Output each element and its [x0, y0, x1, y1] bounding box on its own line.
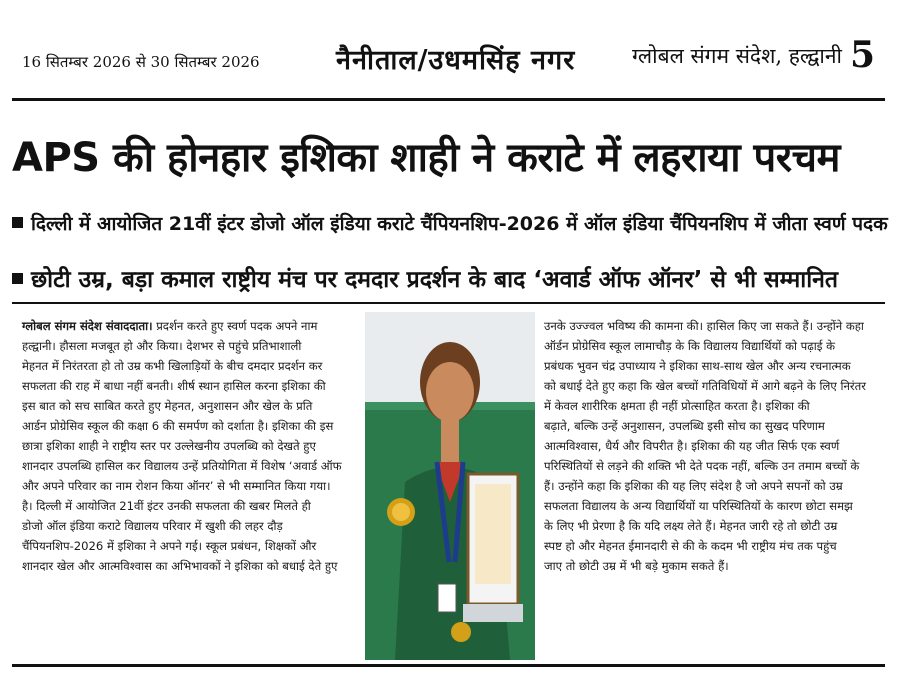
left-line: डोजो ऑल इंडिया कराटे विद्यालय परिवार में खुशी की लहर दौड़ [22, 519, 283, 533]
right-line: में केवल शारीरिक क्षमता ही नहीं प्रोत्साहित करता है। इशिका की [544, 399, 810, 413]
left-line: है। दिल्ली में आयोजित 21वीं इंटर उनकी सफलता की खबर मिलते ही [22, 499, 311, 513]
bullet-square-icon [12, 217, 23, 228]
subheading-1 [12, 210, 888, 236]
left-line: हल्द्वानी। हौसला मजबूत हो और किया। देशभर से पहुंचे प्रतिभाशाली [22, 339, 302, 353]
left-line: इस बात को सच साबित करते हुए मेहनत, अनुशासन और खेल के प्रति [22, 399, 313, 413]
right-line: को बधाई देते हुए कहा कि खेल बच्चों गतिविधियों में आगे बढ़ने के लिए निरंतर [544, 379, 866, 393]
header-rule [12, 98, 885, 101]
right-line: सफलता विद्यालय के अन्य विद्यार्थियों या परिस्थितियों के कारण छोटा समझ [544, 499, 853, 513]
edition-title: नैनीताल/उधमसिंह नगर [336, 45, 576, 76]
subheading-2-text: छोटी उम्र, बड़ा कमाल राष्ट्रीय मंच पर दमदार प्रदर्शन के बाद ‘अवार्ड ऑफ ऑनर’ से भी सम्मानित [31, 267, 839, 293]
right-line: परिस्थितियों से लड़ने की शक्ति भी देते पदक नहीं, बल्कि उन तमाम बच्चों के [544, 459, 860, 473]
left-line: मेहनत में निरंतरता हो तो उम्र कभी खिलाड़ियों के बीच दमदार प्रदर्शन कर [22, 359, 323, 373]
bullet-square-icon [12, 273, 23, 284]
left-line: चैंपियनशिप-2026 में इशिका ने अपने गई। स्कूल प्रबंधन, शिक्षकों और [22, 539, 317, 553]
article-photo [365, 312, 535, 660]
right-line: ऑर्डन प्रोग्रेसिव स्कूल लामाचौड़ के कि विद्यालय विद्यार्थियों को पढ़ाई के [544, 339, 836, 353]
left-line-0: प्रदर्शन करते हुए स्वर्ण पदक अपने नाम [156, 319, 318, 333]
left-line: और अपने परिवार का नाम रोशन किया ऑनर’ से भी सम्मानित किया गया। [22, 479, 331, 493]
right-line: हैं। उन्होंने कहा कि इशिका की यह लिए संदेश है जो अपने सपनों को उम्र [544, 479, 843, 493]
footer-rule [12, 664, 885, 667]
student-photo-illustration [365, 312, 535, 660]
right-line: उनके उज्ज्वल भविष्य की कामना की। हासिल किए जा सकते हैं। उन्होंने कहा [544, 319, 864, 333]
issue-date-range: 16 सितम्बर 2026 से 30 सितम्बर 2026 [22, 53, 260, 71]
right-line: आत्मविश्वास, धैर्य और विपरीत है। इशिका की यह जीत सिर्फ एक स्वर्ण [544, 439, 840, 453]
subheading-2 [12, 262, 888, 294]
right-line: जाए तो छोटी उम्र में भी बड़े मुकाम सकते हैं। [544, 559, 729, 573]
left-column [22, 316, 358, 576]
left-line: शानदार खेल और आत्मविश्वास का अभिभावकों ने इशिका को बधाई देते हुए [22, 559, 338, 573]
left-line: छात्रा इशिका शाही ने राष्ट्रीय स्तर पर उल्लेखनीय उपलब्धि को देखते हुए [22, 439, 316, 453]
page-number: 5 [850, 34, 876, 76]
left-first-line [22, 316, 358, 336]
right-line: के लिए भी प्रेरणा है कि यदि लक्ष्य लेते हैं। मेहनत जारी रहे तो छोटी उम्र [544, 519, 838, 533]
left-line: सफलता की राह में बाधा नहीं बनती। शीर्ष स्थान हासिल करना इशिका की [22, 379, 326, 393]
byline: ग्लोबल संगम संदेश संवाददाता। [22, 319, 153, 333]
right-line: बढ़ाते, बल्कि उन्हें अनुशासन, उपलब्धि इसी सोच का सुखद परिणाम [544, 419, 825, 433]
subheading-rule [12, 302, 885, 304]
left-line: आर्डन प्रोग्रेसिव स्कूल की कक्षा 6 की समर्पण को दर्शाता है। इशिका की इस [22, 419, 334, 433]
right-line: प्रबंधक भुवन चंद्र उपाध्याय ने इशिका साथ-साथ खेल और अन्य रचनात्मक [544, 359, 851, 373]
publication-name: ग्लोबल संगम संदेश, हल्द्वानी [632, 44, 842, 68]
subheading-1-text: दिल्ली में आयोजित 21वीं इंटर डोजो ऑल इंडिया कराटे चैंपियनशिप-2026 में ऑल इंडिया चैंपियनशिप में जीता स्वर्ण पदक [31, 213, 888, 235]
article-headline: APS की होनहार इशिका शाही ने कराटे में लहराया परचम [12, 135, 840, 181]
right-line: स्पष्ट हो और मेहनत ईमानदारी से की के कदम भी राष्ट्रीय मंच तक पहुंच [544, 539, 837, 553]
right-column [544, 316, 889, 576]
left-line: शानदार उपलब्धि हासिल कर विद्यालय उन्हें प्रतियोगिता में विशेष ‘अवार्ड ऑफ [22, 459, 342, 473]
